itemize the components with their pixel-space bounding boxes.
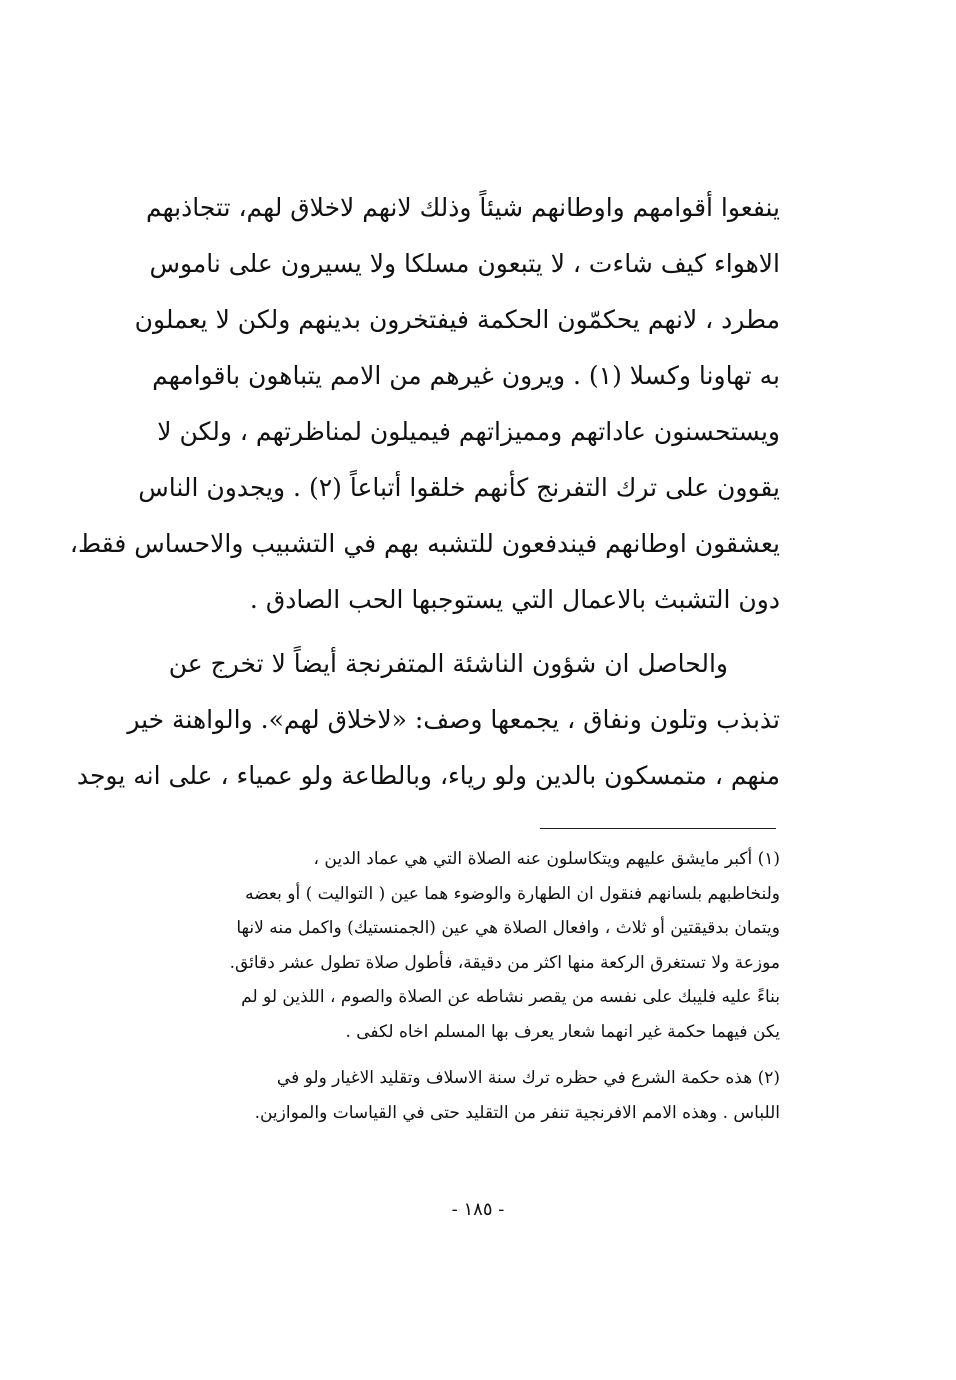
paragraph-1 [69, 180, 780, 628]
footnote-1 [160, 842, 780, 1049]
footnote-2 [160, 1061, 780, 1130]
text-line: دون التشبث بالاعمال التي يستوجبها الحب الصادق . [249, 585, 780, 614]
footnote-line: ويتمان بدقيقتين أو ثلاث ، وافعال الصلاة هي عين (الجمنستيك) واكمل منه لانها [236, 918, 780, 938]
footnote-line: موزعة ولا تستغرق الركعة منها اكثر من دقيقة، فأطول صلاة تطول عشر دقائق. [229, 952, 780, 973]
footnote-gap [160, 1049, 780, 1061]
main-text-block [69, 180, 780, 804]
text-line: الاهواء كيف شاءت ، لا يتبعون مسلكا ولا يسيرون على ناموس [149, 249, 780, 278]
footnote-line: بناءً عليه فليبك على نفسه من يقصر نشاطه عن الصلاة والصوم ، اللذين لو لم [241, 987, 780, 1007]
footnote-line: ولنخاطبهم بلسانهم فنقول ان الطهارة والوضوء هما عين ( التواليت ) أو بعضه [245, 883, 780, 904]
footnote-divider [540, 828, 776, 829]
text-line: منهم ، متمسكون بالدين ولو رياء، وبالطاعة ولو عمياء ، على انه يوجد [76, 761, 780, 790]
footnote-line: اللباس . وهذه الامم الافرنجية تنفر من التقليد حتى في القياسات والموازين. [254, 1102, 780, 1123]
text-line: تذبذب وتلون ونفاق ، يجمعها وصف: «لاخلاق لهم». والواهنة خير [127, 705, 780, 734]
footnote-line: (٢) هذه حكمة الشرع في حظره ترك سنة الاسلاف وتقليد الاغيار ولو في [276, 1068, 780, 1088]
footnote-line: يكن فيهما حكمة غير انهما شعار يعرف بها المسلم اخاه لكفى . [345, 1021, 780, 1042]
paragraph-2 [76, 636, 780, 804]
text-line: ويستحسنون عاداتهم ومميزاتهم فيميلون لمناظرتهم ، ولكن لا [157, 417, 780, 446]
paragraph-gap [160, 628, 780, 636]
footnote-line: (١) أكبر مايشق عليهم ويتكاسلون عنه الصلاة التي هي عماد الدين ، [313, 849, 780, 869]
text-line: به تهاونا وكسلا (١) . ويرون غيرهم من الامم يتباهون باقوامهم [152, 361, 780, 390]
text-line: يعشقون اوطانهم فيندفعون للتشبه بهم في التشبيب والاحساس فقط، [69, 529, 780, 558]
page-number: - ١٨٥ - [451, 1199, 505, 1220]
text-line: يقوون على ترك التفرنج كأنهم خلقوا أتباعاً (٢) . ويجدون الناس [138, 473, 780, 502]
text-line: والحاصل ان شؤون الناشئة المتفرنجة أيضاً لا تخرج عن [168, 649, 728, 678]
footnotes-block [160, 842, 780, 1130]
text-line: ينفعوا أقوامهم واوطانهم شيئاً وذلك لانهم لاخلاق لهم، تتجاذبهم [146, 193, 780, 222]
text-line: مطرد ، لانهم يحكمّون الحكمة فيفتخرون بدينهم ولكن لا يعملون [134, 305, 780, 334]
